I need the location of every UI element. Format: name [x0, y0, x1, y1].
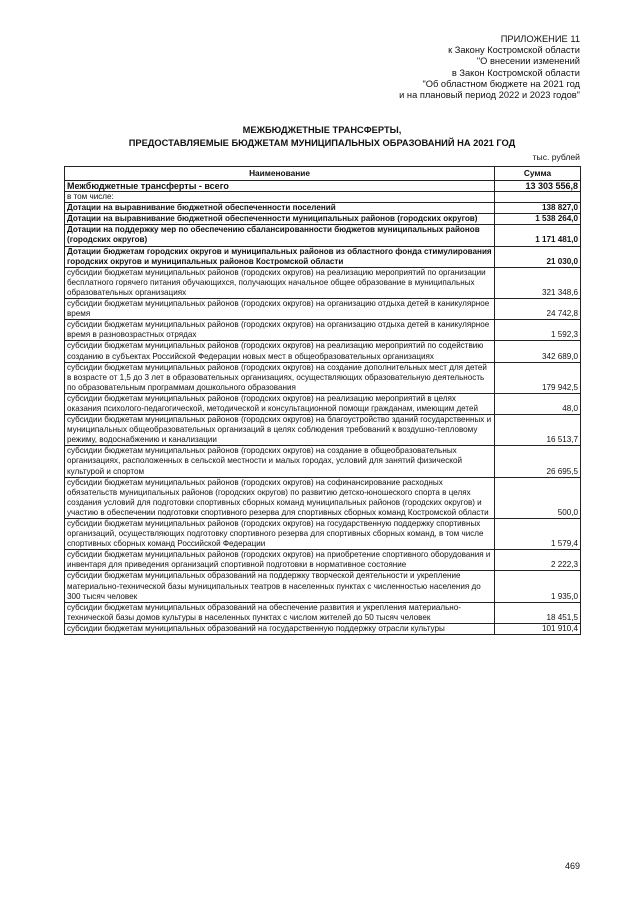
table-header-row [65, 167, 581, 181]
appendix-line: ПРИЛОЖЕНИЕ 11 [500, 34, 580, 44]
row-name: субсидии бюджетам муниципальных образований на поддержку творческой деятельности и укрепление материально-технической базы муниципальных театров в населенных пунктах с численностью населения до 300 тысяч человек [65, 571, 495, 602]
table-row [65, 214, 581, 225]
row-name: субсидии бюджетам муниципальных районов (городских округов) на софинансирование расходных обязательств муниципальных районов (городских округов) по развитию детско-юношеского спорта в целях создания условий для подготовки спортивных сборных команд муниципальных районов (городских округов) и участию в обеспечении подготовки спортивного резерва для спортивных сборных команд Костромской области [65, 477, 495, 518]
table-row [65, 446, 581, 477]
row-sum: 16 513,7 [495, 415, 581, 446]
table-row [65, 393, 581, 414]
row-name: субсидии бюджетам муниципальных районов (городских округов) на благоустройство зданий государственных и муниципальных общеобразовательных организаций в целях соблюдения требований к воздушно-тепловому режиму, водоснабжению и канализации [65, 415, 495, 446]
appendix-header [320, 34, 580, 101]
appendix-line: и на плановый период 2022 и 2023 годов" [399, 90, 580, 101]
transfers-table [64, 166, 581, 635]
units-label: тыс. рублей [532, 152, 580, 162]
row-name: субсидии бюджетам муниципальных районов (городских округов) на приобретение спортивного оборудования и инвентаря для приведения организаций спортивной подготовки в нормативное состояние [65, 550, 495, 571]
row-sum: 18 451,5 [495, 602, 581, 623]
row-name: субсидии бюджетам муниципальных районов (городских округов) на реализацию мероприятий по содействию созданию в субъектах Российской Федерации новых мест в общеобразовательных организациях [65, 341, 495, 362]
appendix-line: "Об областном бюджете на 2021 год [422, 78, 580, 89]
row-sum: 1 538 264,0 [495, 214, 581, 225]
row-sum: 101 910,4 [495, 623, 581, 634]
row-sum: 342 689,0 [495, 341, 581, 362]
row-sum: 1 935,0 [495, 571, 581, 602]
row-name: Дотации на поддержку мер по обеспечению сбалансированности бюджетов муниципальных районов (городских округов) [65, 225, 495, 246]
title-line-2: ПРЕДОСТАВЛЯЕМЫЕ БЮДЖЕТАМ МУНИЦИПАЛЬНЫХ ОБРАЗОВАНИЙ НА 2021 ГОД [128, 138, 516, 148]
table-row [65, 267, 581, 298]
row-name: субсидии бюджетам муниципальных районов (городских округов) на организацию отдыха детей в каникулярное время в разновозрастных отрядах [65, 320, 495, 341]
row-name: субсидии бюджетам муниципальных районов (городских округов) на организацию отдыха детей в каникулярное время [65, 299, 495, 320]
table-row [65, 519, 581, 550]
title-line-1: МЕЖБЮДЖЕТНЫЕ ТРАНСФЕРТЫ, [242, 125, 402, 135]
row-sum: 138 827,0 [495, 203, 581, 214]
row-sum: 26 695,5 [495, 446, 581, 477]
table-row [65, 341, 581, 362]
table-row [65, 320, 581, 341]
appendix-line: к Закону Костромской области [448, 45, 580, 56]
row-sum: 1 579,4 [495, 519, 581, 550]
table-row [65, 225, 581, 246]
row-name: Дотации на выравнивание бюджетной обеспеченности поселений [65, 203, 495, 214]
table-row [65, 192, 581, 203]
row-name: субсидии бюджетам муниципальных районов (городских округов) на создание в общеобразовательных организациях, расположенных в сельской местности и малых городах, условий для занятий физической культурой и спортом [65, 446, 495, 477]
row-sum: 1 592,3 [495, 320, 581, 341]
row-name: субсидии бюджетам муниципальных образований на обеспечение развития и укрепления материально-технической базы домов культуры в населенных пунктах с числом жителей до 50 тысяч человек [65, 602, 495, 623]
row-sum: 179 942,5 [495, 362, 581, 393]
row-name: субсидии бюджетам муниципальных районов (городских округов) на создание дополнительных мест для детей в возрасте от 1,5 до 3 лет в образовательных организациях, осуществляющих образовательную деятельность по образовательным программам дошкольного образования [65, 362, 495, 393]
page-number: 469 [564, 861, 580, 871]
row-name: субсидии бюджетам муниципальных районов (городских округов) на реализацию мероприятий в целях оказания психолого-педагогической, методической и консультационной помощи гражданам, имеющим детей [65, 393, 495, 414]
row-sum: 13 303 556,8 [495, 181, 581, 192]
document-title [64, 124, 580, 150]
table-row [65, 571, 581, 602]
header-sum: Сумма [495, 167, 581, 181]
row-name: Дотации бюджетам городских округов и муниципальных районов из областного фонда стимулирования городских округов и муниципальных районов Костромской области [65, 246, 495, 267]
row-name: субсидии бюджетам муниципальных образований на государственную поддержку отрасли культуры [65, 623, 495, 634]
row-sum: 21 030,0 [495, 246, 581, 267]
row-sum: 500,0 [495, 477, 581, 518]
row-sum: 48,0 [495, 393, 581, 414]
table-row [65, 362, 581, 393]
table-row [65, 299, 581, 320]
table-row [65, 477, 581, 518]
row-name: субсидии бюджетам муниципальных районов (городских округов) на государственную поддержку спортивных организаций, осуществляющих подготовку спортивного резерва для спортивных сборных команд, в том числе спортивных сборных команд Российской Федерации [65, 519, 495, 550]
appendix-line: "О внесении изменений [476, 56, 580, 67]
header-name: Наименование [65, 167, 495, 181]
row-sum: 2 222,3 [495, 550, 581, 571]
row-sum: 24 742,8 [495, 299, 581, 320]
row-name: субсидии бюджетам муниципальных районов (городских округов) на реализацию мероприятий по организации бесплатного горячего питания обучающихся, получающих начальное общее образование в муниципальных образовательных организациях [65, 267, 495, 298]
table-row [65, 415, 581, 446]
row-sum [495, 192, 581, 203]
appendix-line: в Закон Костромской области [451, 67, 580, 78]
row-name: Дотации на выравнивание бюджетной обеспеченности муниципальных районов (городских округов) [65, 214, 495, 225]
table-row [65, 246, 581, 267]
row-name: в том числе: [65, 192, 495, 203]
row-name: Межбюджетные трансферты - всего [65, 181, 495, 192]
row-sum: 1 171 481,0 [495, 225, 581, 246]
table-row [65, 623, 581, 634]
table-row [65, 550, 581, 571]
table-row [65, 602, 581, 623]
table-row [65, 181, 581, 192]
table-row [65, 203, 581, 214]
row-sum: 321 348,6 [495, 267, 581, 298]
